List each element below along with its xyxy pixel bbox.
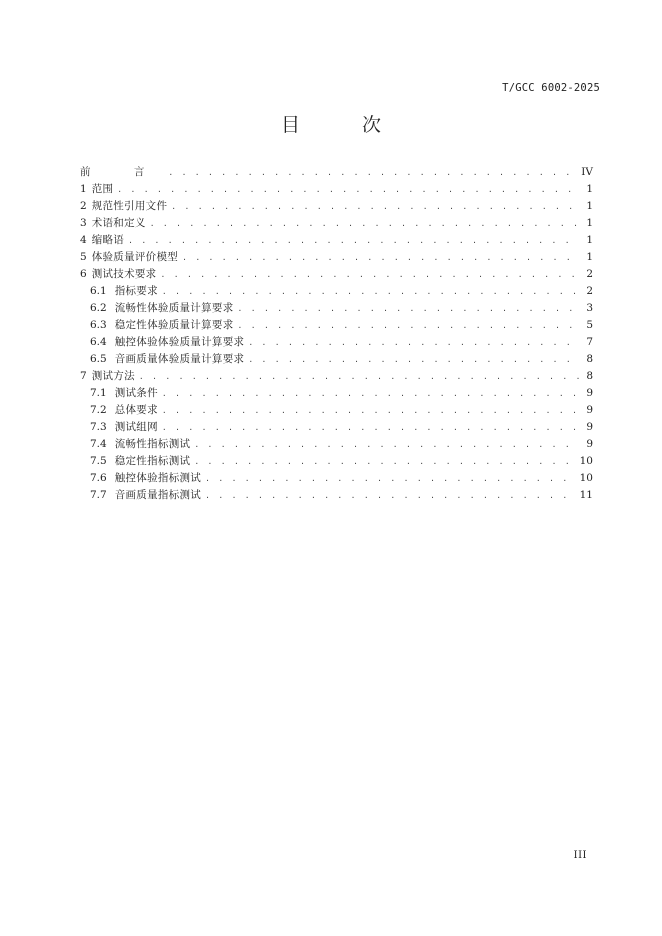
toc-entry[interactable] <box>80 368 593 385</box>
toc-entry-page: 8 <box>586 370 593 382</box>
toc-title: 目 次 <box>280 114 410 136</box>
toc-entry-number: 7.4 <box>90 438 107 450</box>
toc-entry-label: 前 言 <box>80 166 165 178</box>
dot-leader <box>162 385 579 402</box>
toc-entry-page: 1 <box>586 251 593 263</box>
toc-entry-number: 6.1 <box>90 285 107 297</box>
toc-entry-page: 1 <box>586 183 593 195</box>
toc-entry[interactable] <box>80 181 593 198</box>
toc-entry-label: 稳定性指标测试 <box>114 455 191 467</box>
toc-entry-number: 6 <box>80 268 87 280</box>
toc-entry-number: 4 <box>80 234 87 246</box>
document-code: T/GCC 6002-2025 <box>502 82 600 94</box>
toc-entry-number: 5 <box>80 251 87 263</box>
dot-leader <box>205 470 576 487</box>
toc-entry-page: 10 <box>579 472 593 484</box>
dot-leader <box>139 368 579 385</box>
toc-entry-page: 10 <box>579 455 593 467</box>
dot-leader <box>162 283 579 300</box>
toc-entry-page: 9 <box>586 404 593 416</box>
toc-entry-number: 1 <box>80 183 87 195</box>
toc-entry-label: 测试方法 <box>91 370 135 382</box>
toc-entry-number: 3 <box>80 217 87 229</box>
toc-entry-label: 音画质量体验质量计算要求 <box>114 353 245 365</box>
toc-entry-number: 7.7 <box>90 489 107 501</box>
toc-entry-page: 3 <box>586 302 593 314</box>
toc-entry-label: 范围 <box>91 183 114 195</box>
toc-entry-label: 触控体验体验质量计算要求 <box>114 336 245 348</box>
dot-leader <box>128 232 579 249</box>
dot-leader <box>162 402 579 419</box>
toc-entry-label: 测试条件 <box>114 387 158 399</box>
toc-entry-page: 9 <box>586 421 593 433</box>
toc-entry-page: 7 <box>586 336 593 348</box>
toc-entry-label: 总体要求 <box>114 404 158 416</box>
dot-leader <box>194 436 579 453</box>
toc-entry-number: 7.3 <box>90 421 107 433</box>
toc-entry[interactable] <box>80 351 593 368</box>
dot-leader <box>168 164 577 181</box>
toc-entry[interactable] <box>80 198 593 215</box>
dot-leader <box>238 317 579 334</box>
toc-entry-number: 6.4 <box>90 336 107 348</box>
toc-entry[interactable] <box>80 317 593 334</box>
toc-entry-page: 9 <box>586 387 593 399</box>
toc-entry-number: 6.2 <box>90 302 107 314</box>
dot-leader <box>205 487 576 504</box>
toc-entry-label: 缩略语 <box>91 234 125 246</box>
toc-entry-number: 7.6 <box>90 472 107 484</box>
toc-entry-label: 测试组网 <box>114 421 158 433</box>
page-number: III <box>573 850 587 861</box>
toc-entry-label: 音画质量指标测试 <box>114 489 202 501</box>
toc-entry[interactable] <box>80 300 593 317</box>
toc-entry-page: 5 <box>586 319 593 331</box>
toc-entry[interactable] <box>80 232 593 249</box>
toc-entry-page: 9 <box>586 438 593 450</box>
dot-leader <box>161 266 580 283</box>
dot-leader <box>248 334 579 351</box>
toc-entry-page: 8 <box>586 353 593 365</box>
toc-entry-label: 体验质量评价模型 <box>91 251 179 263</box>
toc-entry-number: 7.5 <box>90 455 107 467</box>
toc-entry-page: 1 <box>586 200 593 212</box>
dot-leader <box>238 300 579 317</box>
toc-entry[interactable] <box>80 402 593 419</box>
toc-entry-page: 1 <box>586 217 593 229</box>
toc-entry[interactable] <box>80 249 593 266</box>
toc-entry-label: 规范性引用文件 <box>91 200 168 212</box>
toc-entry[interactable] <box>80 266 593 283</box>
toc-entry[interactable] <box>80 470 593 487</box>
toc-entry[interactable] <box>80 283 593 300</box>
toc-entry-page: 2 <box>586 268 593 280</box>
toc-entry-number: 2 <box>80 200 87 212</box>
toc-entry-label: 术语和定义 <box>91 217 146 229</box>
dot-leader <box>248 351 579 368</box>
toc-entry[interactable] <box>80 436 593 453</box>
dot-leader <box>162 419 579 436</box>
dot-leader <box>117 181 579 198</box>
toc-entry-label: 测试技术要求 <box>91 268 157 280</box>
toc-entry-label: 流畅性指标测试 <box>114 438 191 450</box>
toc-entry[interactable] <box>80 419 593 436</box>
toc-entry[interactable] <box>80 334 593 351</box>
dot-leader <box>194 453 575 470</box>
toc-entry[interactable] <box>80 385 593 402</box>
toc-entry-number: 7.1 <box>90 387 107 399</box>
dot-leader <box>171 198 579 215</box>
toc-entry-label: 稳定性体验质量计算要求 <box>114 319 234 331</box>
toc-entry-label: 触控体验指标测试 <box>114 472 202 484</box>
toc-entry-number: 6.3 <box>90 319 107 331</box>
dot-leader <box>150 215 579 232</box>
toc-entry-label: 流畅性体验质量计算要求 <box>114 302 234 314</box>
toc-entry-number: 6.5 <box>90 353 107 365</box>
toc-entry-page: 2 <box>586 285 593 297</box>
toc-entry-label: 指标要求 <box>114 285 158 297</box>
toc-entry[interactable] <box>80 487 593 504</box>
toc-entry-page: IV <box>581 166 593 178</box>
toc-entry[interactable] <box>80 453 593 470</box>
toc-entry-number: 7 <box>80 370 87 382</box>
toc-entry[interactable] <box>80 164 593 181</box>
toc-entry[interactable] <box>80 215 593 232</box>
toc-entry-page: 1 <box>586 234 593 246</box>
table-of-contents <box>80 164 593 504</box>
toc-entry-number: 7.2 <box>90 404 107 416</box>
toc-entry-page: 11 <box>579 489 593 501</box>
dot-leader <box>182 249 579 266</box>
